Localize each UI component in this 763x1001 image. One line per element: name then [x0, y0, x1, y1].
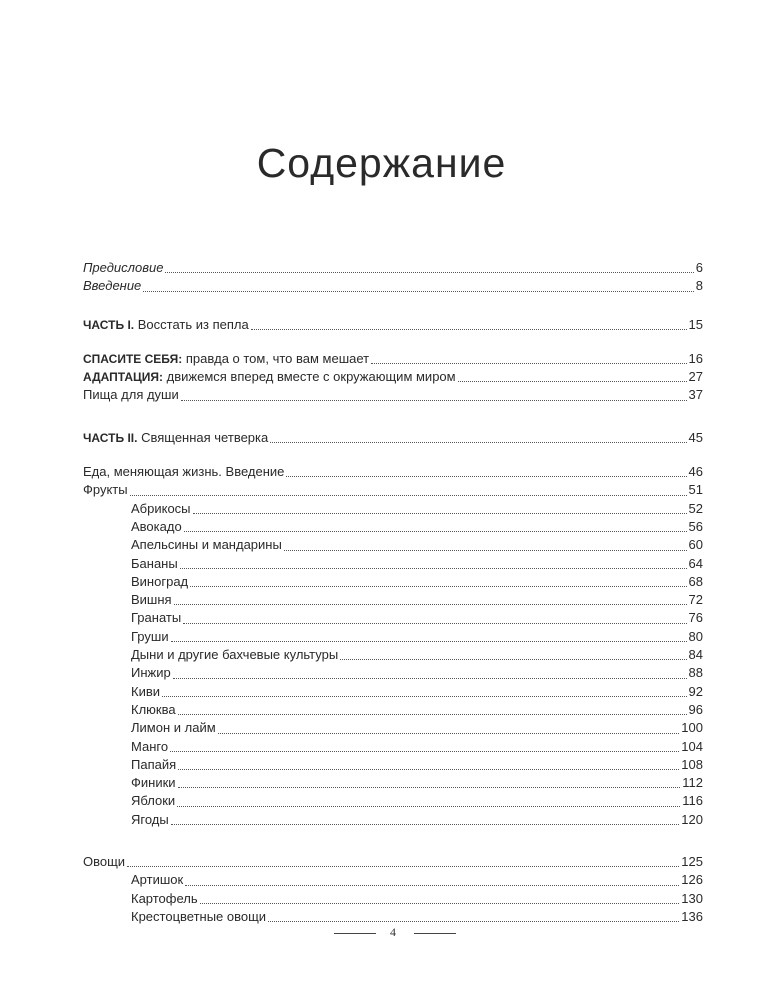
dot-leader	[371, 362, 686, 364]
toc-entry-title: Яблоки	[131, 793, 176, 809]
toc-entry-cranberry[interactable]	[83, 701, 703, 719]
toc-entry-title: Дыни и другие бахчевые культуры	[131, 647, 339, 663]
toc-page-number: 92	[688, 683, 703, 699]
toc-entry-title: Киви	[131, 683, 161, 699]
dot-leader	[127, 865, 679, 867]
toc-page-number: 108	[681, 756, 703, 772]
footer-rule-left	[334, 933, 376, 934]
toc-entry-text: правда о том, что вам мешает	[182, 350, 370, 366]
toc-entry-title	[83, 429, 268, 447]
toc-entry-title: Клюква	[131, 701, 176, 717]
toc-entry-text: Священная четверка	[137, 429, 269, 445]
toc-entry-soul-food[interactable]	[83, 386, 703, 404]
toc-entry-label: АДАПТАЦИЯ:	[83, 370, 164, 385]
toc-entry-title: Авокадо	[131, 518, 182, 534]
toc-page-number: 64	[688, 555, 703, 571]
toc-entry-title: Апельсины и мандарины	[131, 537, 282, 553]
page-number: 4	[390, 925, 396, 939]
dot-leader	[190, 585, 686, 587]
toc-page-number: 125	[681, 854, 703, 870]
toc-entry-pomegranates[interactable]	[83, 609, 703, 627]
toc-entry-title: Артишок	[131, 872, 184, 888]
toc-page-number: 126	[681, 872, 703, 888]
dot-leader	[178, 786, 681, 788]
toc-entry-title: Предисловие	[83, 260, 164, 275]
toc-page-number: 116	[682, 793, 703, 809]
dot-leader	[193, 512, 687, 514]
toc-page-number: 72	[688, 592, 703, 608]
toc-page-number: 52	[688, 500, 703, 516]
dot-leader	[171, 640, 687, 642]
toc-entry-title: Овощи	[83, 854, 126, 870]
toc-entry-title	[83, 350, 369, 368]
dot-leader	[218, 732, 680, 734]
toc-page-number: 76	[688, 610, 703, 626]
toc-entry-title: Виноград	[131, 573, 189, 589]
toc-page-number: 96	[688, 701, 703, 717]
dot-leader	[180, 567, 687, 569]
toc-page-number: 27	[688, 369, 703, 385]
toc-entry-text: движемся вперед вместе с окружающим миром	[163, 369, 456, 385]
footer-rule-right	[414, 933, 456, 934]
page-title: Содержание	[256, 140, 507, 186]
toc-entry-title: Фрукты	[83, 482, 128, 498]
toc-entry-title	[83, 368, 456, 386]
dot-leader	[171, 823, 680, 825]
toc-entry-fruits[interactable]	[83, 481, 703, 499]
toc-page-number: 45	[688, 429, 703, 445]
toc-entry-adaptation[interactable]	[83, 368, 703, 386]
dot-leader	[177, 805, 680, 807]
toc-entry-dates[interactable]	[83, 774, 703, 792]
toc-entry-apples[interactable]	[83, 792, 703, 810]
dot-leader	[458, 380, 687, 382]
toc-entry-title: Финики	[131, 775, 176, 791]
toc-entry-title: Еда, меняющая жизнь. Введение	[83, 464, 285, 480]
toc-entry-potato[interactable]	[83, 890, 703, 908]
toc-entry-melons[interactable]	[83, 646, 703, 664]
toc-entry-title: Гранаты	[131, 610, 182, 626]
toc-entry-label: СПАСИТЕ СЕБЯ:	[83, 351, 183, 366]
dot-leader	[340, 658, 686, 660]
page-footer	[0, 923, 763, 943]
toc-page-number: 80	[688, 628, 703, 644]
dot-leader	[284, 549, 687, 551]
dot-leader	[286, 475, 686, 477]
toc-entry-vegetables[interactable]	[83, 853, 703, 871]
dot-leader	[270, 441, 686, 443]
toc-entry-part-2[interactable]	[83, 429, 703, 447]
toc-entry-title: Крестоцветные овощи	[131, 908, 267, 924]
toc-page-number: 16	[688, 350, 703, 366]
toc-entry-title: Бананы	[131, 555, 178, 571]
dot-leader	[200, 902, 680, 904]
toc-entry-title: Груши	[131, 628, 169, 644]
toc-entry-cherries[interactable]	[83, 591, 703, 609]
dot-leader	[183, 622, 686, 624]
toc-entry-oranges[interactable]	[83, 536, 703, 554]
toc-entry-title: Манго	[131, 738, 169, 754]
dot-leader	[174, 603, 687, 605]
toc-page-number: 46	[688, 464, 703, 480]
toc-entry-title: Введение	[83, 278, 142, 294]
toc-page-number: 6	[695, 260, 703, 275]
dot-leader	[178, 768, 679, 770]
toc-entry-label: ЧАСТЬ II.	[83, 430, 138, 445]
toc-entry-artichoke[interactable]	[83, 871, 703, 889]
toc-page-number: 100	[681, 720, 703, 736]
toc-page-number: 8	[695, 278, 703, 294]
toc-entry-foreword[interactable]	[83, 259, 703, 277]
toc-page-number: 37	[688, 387, 703, 403]
dot-leader	[181, 399, 687, 401]
toc-page-number: 120	[681, 811, 703, 827]
toc-entry-berries[interactable]	[83, 811, 703, 829]
toc-page-number: 15	[688, 316, 703, 332]
toc-entry-save-yourself[interactable]	[83, 350, 703, 368]
toc-entry-title: Абрикосы	[131, 500, 191, 516]
dot-leader	[178, 713, 687, 715]
toc-entry-figs[interactable]	[83, 664, 703, 682]
toc-page-number: 136	[681, 908, 703, 924]
toc-entry-title: Вишня	[131, 592, 172, 608]
toc-entry-pears[interactable]	[83, 628, 703, 646]
toc-entry-bananas[interactable]	[83, 555, 703, 573]
dot-leader	[184, 530, 687, 532]
dot-leader	[162, 695, 687, 697]
toc-page-number: 60	[688, 537, 703, 553]
toc-entry-title: Ягоды	[131, 811, 169, 827]
toc-entry-title: Инжир	[131, 665, 171, 681]
dot-leader	[173, 677, 687, 679]
toc-entry-grapes[interactable]	[83, 573, 703, 591]
dot-leader	[130, 494, 687, 496]
table-of-contents	[83, 259, 703, 926]
toc-page-number: 112	[682, 775, 703, 791]
toc-page-number: 56	[688, 518, 703, 534]
toc-entry-papaya[interactable]	[83, 756, 703, 774]
dot-leader	[143, 290, 693, 292]
toc-page-number: 68	[688, 573, 703, 589]
toc-page-number: 84	[688, 647, 703, 663]
dot-leader	[165, 271, 693, 273]
dot-leader	[185, 884, 679, 886]
toc-page-number: 51	[688, 482, 703, 498]
toc-entry-life-changing-food[interactable]	[83, 463, 703, 481]
toc-entry-title: Папайя	[131, 756, 177, 772]
dot-leader	[268, 920, 679, 922]
toc-page-number: 130	[681, 890, 703, 906]
toc-entry-part-1[interactable]	[83, 316, 703, 334]
toc-entry-title: Лимон и лайм	[131, 720, 216, 736]
toc-entry-avocado[interactable]	[83, 518, 703, 536]
dot-leader	[251, 328, 687, 330]
toc-entry-mango[interactable]	[83, 738, 703, 756]
toc-entry-title: Картофель	[131, 890, 198, 906]
toc-entry-text: Восстать из пепла	[134, 316, 249, 332]
toc-page-number: 104	[681, 738, 703, 754]
toc-entry-title	[83, 316, 249, 334]
toc-entry-apricots[interactable]	[83, 500, 703, 518]
toc-page-number: 88	[688, 665, 703, 681]
toc-entry-introduction[interactable]	[83, 277, 703, 295]
toc-entry-kiwi[interactable]	[83, 683, 703, 701]
toc-entry-lemon-lime[interactable]	[83, 719, 703, 737]
toc-entry-label: ЧАСТЬ I.	[83, 317, 135, 332]
toc-entry-title: Пища для души	[83, 387, 179, 403]
dot-leader	[170, 750, 679, 752]
